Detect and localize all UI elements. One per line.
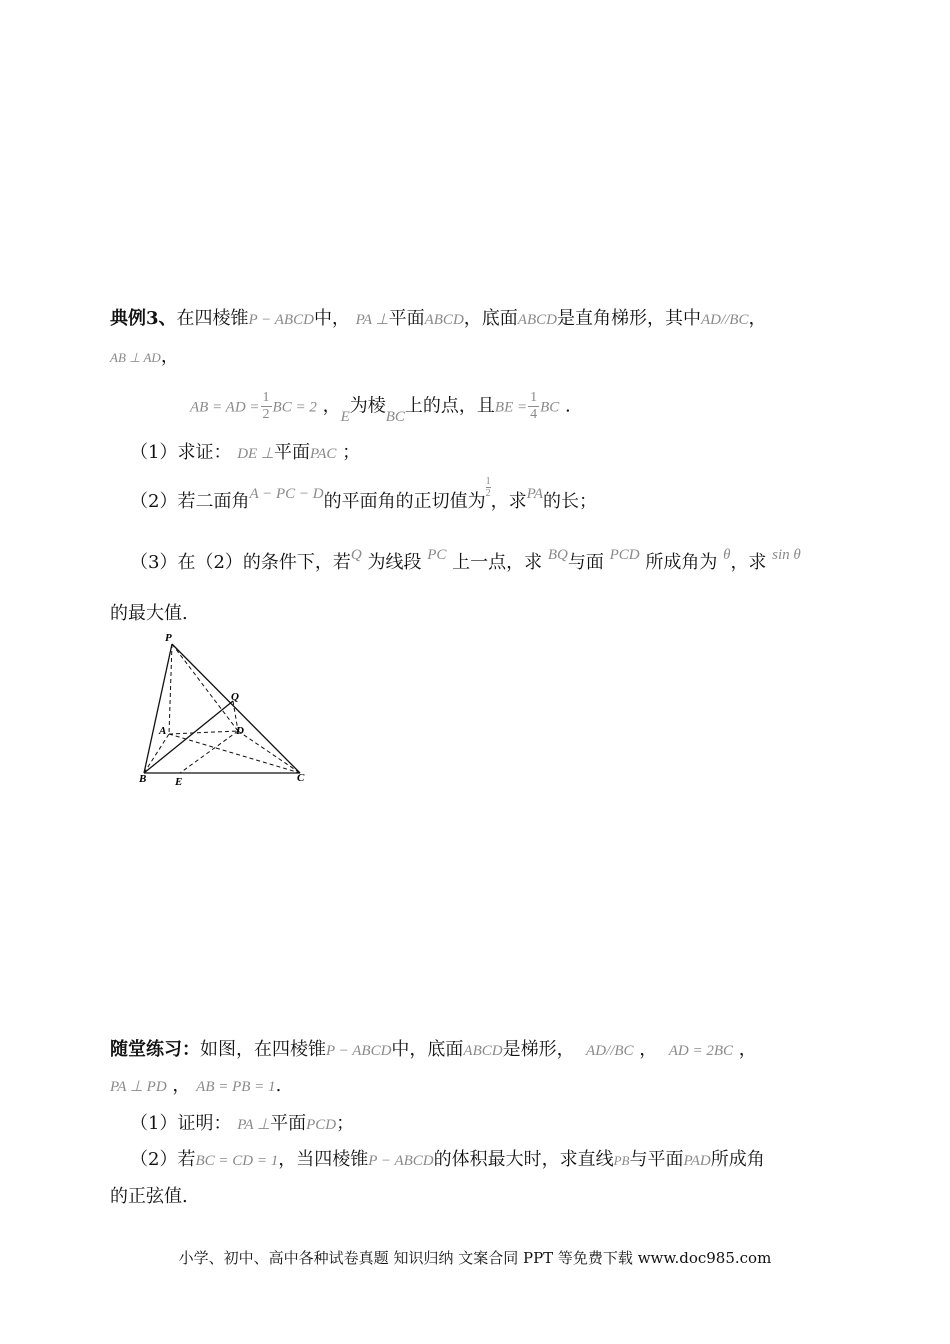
example3-line1 [110, 307, 766, 332]
text: 的正弦值. [110, 1186, 188, 1207]
practice-heading: 随堂练习： [110, 1039, 200, 1060]
math: BC = CD = 1 [195, 1153, 279, 1169]
math: BC [540, 399, 560, 416]
math: Q [350, 547, 362, 563]
text: 中，底面 [391, 1039, 464, 1060]
text: ， [172, 1075, 191, 1096]
question-label: （3）在（2）的条件下，若 [130, 552, 351, 573]
math: P − ABCD [326, 1043, 392, 1059]
math: AB = AD = [190, 399, 260, 416]
label-A: A [159, 725, 167, 737]
math: AB ⊥ AD [110, 350, 161, 365]
text: . [565, 395, 571, 417]
practice-question-2 [130, 1148, 765, 1173]
text: 上一点，求 [452, 552, 543, 573]
math: PA [526, 486, 543, 502]
practice-question-2-continued [110, 1185, 188, 1209]
math: sin θ [772, 547, 801, 563]
label-P: P [165, 632, 172, 644]
question-label: （2）若二面角 [130, 491, 250, 512]
text: 与平面 [629, 1149, 684, 1170]
text: 为线段 [367, 552, 422, 573]
text: 是直角梯形，其中 [556, 308, 701, 329]
text: ， [322, 395, 341, 417]
text: 的长； [543, 491, 597, 512]
math: BE = [494, 399, 528, 416]
text: 上的点，且 [404, 395, 495, 417]
text: ， [639, 1039, 658, 1060]
label-D: D [236, 725, 244, 737]
practice-line2 [110, 1074, 281, 1099]
text: ，底面 [463, 308, 518, 329]
fraction: $\frac{1}{4}$ [530, 390, 538, 422]
math: PA ⊥ [355, 312, 389, 328]
example3-line2 [110, 345, 179, 370]
text: 所成角 [710, 1149, 765, 1170]
question-2 [130, 476, 597, 515]
math: A − PC − D [249, 486, 324, 502]
label-E: E [175, 776, 183, 788]
text: 的体积最大时，求直线 [433, 1149, 614, 1170]
text: 平面 [388, 308, 425, 329]
label-B: B [139, 773, 147, 785]
math: ABCD [424, 312, 464, 328]
fraction: $\frac{1}{2}$ [262, 390, 270, 422]
text: 在四棱锥 [176, 308, 249, 329]
math: DE ⊥ [237, 446, 274, 462]
text: 与面 [567, 552, 604, 573]
practice-question-1 [130, 1112, 354, 1137]
label-C: C [297, 772, 305, 784]
text: ， [738, 1039, 757, 1060]
text: ，求 [730, 552, 767, 573]
math: AB = PB = 1 [196, 1079, 276, 1095]
math: θ [723, 547, 731, 563]
math: AD = 2BC [668, 1043, 734, 1059]
text: 的最大值. [110, 603, 188, 624]
math: PCD [609, 547, 640, 563]
text: ， [748, 308, 767, 329]
footer: 小学、初中、高中各种试卷真题 知识归纳 文案合同 PPT 等免费下载 www.doc985.com [178, 1249, 772, 1267]
pyramid-figure [135, 630, 325, 790]
math: AD//BC [586, 1043, 634, 1059]
question-label: （2）若 [130, 1149, 196, 1170]
fraction: $\frac{1}{2}$ [485, 476, 491, 499]
text: . [275, 1075, 282, 1096]
math: E [340, 408, 350, 425]
math: PAD [683, 1153, 711, 1169]
math: PAC [310, 446, 337, 462]
text: 平面 [270, 1113, 307, 1134]
example3-line3 [190, 390, 571, 423]
math: PA ⊥ [237, 1117, 271, 1133]
label-Q: Q [231, 691, 239, 703]
math: P − ABCD [248, 312, 314, 328]
text: ，当四棱锥 [278, 1149, 369, 1170]
math: BC [385, 408, 405, 425]
math: ABCD [517, 312, 557, 328]
example3-heading: 典例3、 [110, 308, 177, 329]
math: BQ [547, 547, 568, 563]
math: P − ABCD [368, 1153, 434, 1169]
text: ； [336, 1113, 355, 1134]
math: PCD [306, 1117, 337, 1133]
text: 如图，在四棱锥 [200, 1039, 326, 1060]
text: 所成角为 [645, 552, 718, 573]
math: BC = 2 [272, 399, 317, 416]
math: PA ⊥ PD [110, 1079, 167, 1095]
text: 的平面角的正切值为 [323, 491, 486, 512]
text: 为棱 [349, 395, 386, 417]
text: 平面 [274, 442, 310, 463]
math: PB [613, 1153, 630, 1168]
question-label: （1）证明： [130, 1113, 232, 1134]
text: ，求 [490, 491, 527, 512]
text: ； [342, 442, 361, 463]
text: 中， [313, 308, 350, 329]
practice-line1 [110, 1038, 757, 1063]
text: 是梯形， [502, 1039, 575, 1060]
question-3 [130, 547, 801, 576]
math: PC [427, 547, 447, 563]
text: ， [160, 346, 179, 367]
math: AD//BC [700, 312, 749, 328]
question-label: （1）求证： [130, 442, 232, 463]
math: ABCD [463, 1043, 503, 1059]
question-3-continued [110, 602, 188, 626]
question-1 [130, 441, 360, 466]
